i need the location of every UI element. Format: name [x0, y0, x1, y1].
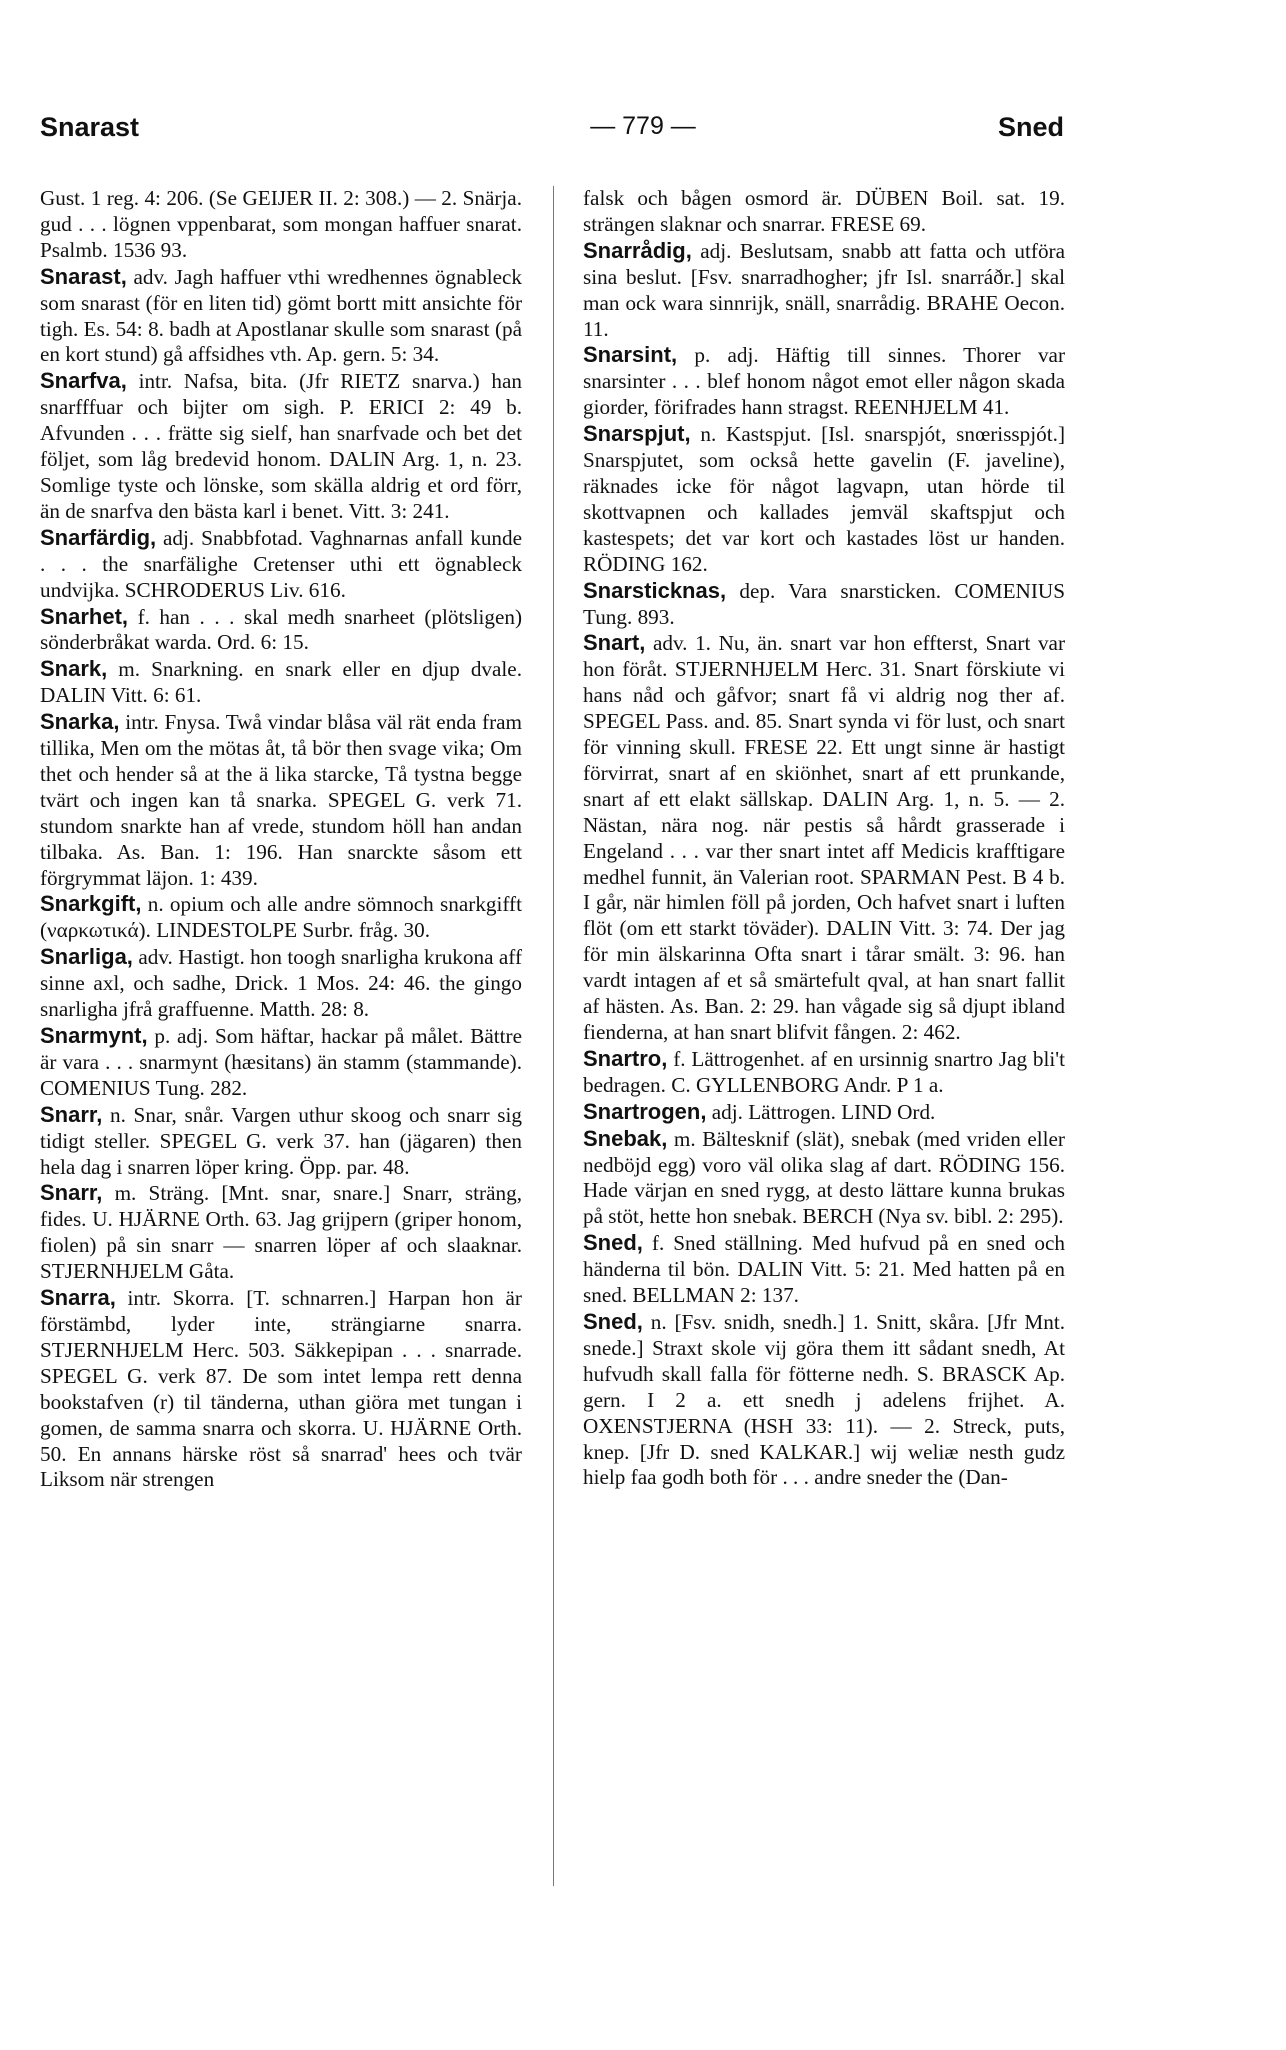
entry-text: m. Snarkning. en snark eller en djup dvale. DALIN Vitt. 6: 61. — [40, 657, 523, 708]
dictionary-entry — [583, 630, 1065, 1046]
dictionary-entry — [40, 1102, 522, 1181]
entry-text: adv. 1. Nu, än. snart var hon effterst, Snart var hon föråt. STJERNHJELM Herc. 31. Snart förskiute vi hans nåd och gåfvor; snart få vi aldrig nog ther af. SPEGEL Pass. and. 85. Snart synda vi för lust, och snart för vinning skull. FRESE 22. Ett ungt sinne är hastigt förvirrat, snart af en skiönhet, snart af ett prunkande, snart af ett elakt sällskap. DALIN Arg. 1, n. 5. — 2. Nästan, nära nog. när pestis så hårdt grasserade i Engeland . . . var ther snart intet aff Medicis krafftigare medhel funnit, än Valerian root. SPARMAN Pest. B 4 b. I går, när himlen föll på jorden, Och hafvet snart i luften flöt (om ett starkt töväder). DALIN Vitt. 3: 74. Der jag för min älskarinna Ofta snart i tårar smält. 3: 96. han vardt intagen af et så smärtefult qval, at han snart fallit af hästen. As. Ban. 2: 29. han vågade sig så djupt ibland fienderna, at han snart blifvit fången. 2: 462. — [583, 631, 1066, 1044]
entry-headword: Snart, — [583, 630, 646, 656]
entry-text: n. Snar, snår. Vargen uthur skoog och snarr sig tidigt steller. SPEGEL G. verk 37. han (jägaren) then hela dag i snarren löper kring. Öpp. par. 48. — [40, 1102, 522, 1179]
entry-headword: Snarka, — [40, 709, 120, 735]
dictionary-entry — [40, 525, 522, 604]
entry-text: falsk och bågen osmord är. DÜBEN Boil. sat. 19. strängen slaknar och snarrar. FRESE 69. — [583, 186, 1065, 236]
entry-headword: Snarrådig, — [583, 237, 692, 263]
entry-headword: Snarfärdig, — [40, 524, 157, 550]
dictionary-entry — [583, 238, 1065, 343]
entry-headword: Snarfva, — [40, 368, 127, 394]
entry-text: adj. Lättrogen. LIND Ord. — [711, 1099, 936, 1124]
dictionary-entry — [40, 1023, 522, 1102]
dictionary-entry — [40, 709, 522, 891]
entry-text: Gust. 1 reg. 4: 206. (Se GEIJER II. 2: 308.) — 2. Snärja. gud . . . lögnen vppenbarat, som mongan haffuer snarat. Psalmb. 1536 93. — [40, 186, 522, 262]
entry-text: m. Sträng. [Mnt. snar, snare.] Snarr, sträng, fides. U. HJÄRNE Orth. 63. Jag grijpern (griper honom, fiolen) på sin snarr — snarren löper af och slaaknar. STJERNHJELM Gåta. — [40, 1181, 522, 1284]
dictionary-entry — [583, 421, 1065, 577]
entry-headword: Snarliga, — [40, 944, 133, 970]
entry-text: intr. Skorra. [T. schnarren.] Harpan hon är förstämbd, lyder inte, strängiarne snarra. STJERNHJELM Herc. 503. Säkkepipan . . . snarrade. SPEGEL G. verk 87. De som intet lempa rett denna bookstafven (r) til tänderna, uthan giöra met tungan i gomen, de samma snarra och skorra. U. HJÄRNE Orth. 50. En annans härske röst så snarrad' hees och tvär Liksom när strengen — [40, 1286, 522, 1492]
right-column — [583, 186, 1065, 1491]
running-head-right: Sned — [997, 112, 1064, 142]
entry-text: m. Bältesknif (slät), snebak (med vriden eller nedböjd egg) voro väl olika slag af dart. RÖDING 156. Hade värjan en sned rygg, at desto lättare kunna brukas på stöt, hette hon snebak. BERCH (Nya sv. bibl. 2: 295). — [583, 1126, 1065, 1229]
entry-text: f. Lättrogenhet. af en ursinnig snartro Jag bli't bedragen. C. GYLLENBORG Andr. P 1 a. — [583, 1046, 1066, 1097]
entry-text: f. han . . . skal medh snarheet (plötsligen) sönderbråkat warda. Ord. 6: 15. — [40, 604, 523, 655]
entry-text: intr. Fnysa. Twå vindar blåsa väl rät enda fram tillika, Men om the mötas åt, tå bör then svage vika; Om thet och hender så at the ä lika starcke, Tå tystna begge tvärt och ingen kan tå snarka. SPEGEL G. verk 71. stundom snarkte han af vrede, stundom höll han andan tilbaka. As. Ban. 1: 196. Han snarckte såsom ett förgrymmat läjon. 1: 439. — [40, 710, 523, 890]
entry-text: dep. Vara snarsticken. COMENIUS Tung. 893. — [583, 578, 1066, 629]
dictionary-entry — [583, 1230, 1065, 1309]
entry-headword: Snarr, — [40, 1101, 103, 1127]
entry-headword: Snartro, — [583, 1045, 668, 1071]
dictionary-entry — [583, 1126, 1065, 1231]
dictionary-entry — [583, 1099, 1065, 1126]
running-head-left: Snarast — [40, 112, 140, 142]
entry-headword: Sned, — [583, 1230, 643, 1256]
entry-text: n. opium och alle andre sömnoch snarkgifft (ναρκωτικά). LINDESTOLPE Surbr. fråg. 30. — [40, 892, 523, 943]
entry-text: f. Sned ställning. Med hufvud på en sned och händerna til bön. DALIN Vitt. 5: 21. Med hatten på en sned. BELLMAN 2: 137. — [583, 1231, 1065, 1308]
column-divider — [553, 186, 554, 1886]
entry-text: adj. Snabbfotad. Vaghnarnas anfall kunde . . . the snarfälighe Cretenser uthi ett ögnableck undvijka. SCHRODERUS Liv. 616. — [40, 525, 523, 602]
entry-text: adv. Hastigt. hon toogh snarligha krukona aff sinne axl, och sadhe, Drick. 1 Mos. 24: 46. the gingo snarligha jfrå graffuenne. Matth. 28: 8. — [40, 945, 523, 1022]
dictionary-entry — [583, 1046, 1065, 1099]
entry-headword: Snarr, — [40, 1180, 103, 1206]
entry-headword: Snartrogen, — [583, 1098, 707, 1124]
page-number: — 779 — — [590, 112, 696, 140]
entry-text: n. [Fsv. snidh, snedh.] 1. Snitt, skåra. [Jfr Mnt. snede.] Straxt skole vij göra them itt sådant snedh, At hufvudh skall falla för fötterne nedh. S. BRASCK Ap. gern. I 2 a. ett snedh j adelens frijhet. A. OXENSTJERNA (HSH 33: 11). — 2. Streck, puts, knep. [Jfr D. sned KALKAR.] wij weliæ nesth gudz hielp faa godh both för . . . andre sneder the (Dan- — [583, 1309, 1065, 1490]
dictionary-entry — [40, 1180, 522, 1285]
entry-headword: Snarspjut, — [583, 421, 691, 447]
dictionary-entry — [40, 604, 522, 657]
dictionary-entry — [583, 186, 1065, 238]
entry-text: p. adj. Häftig till sinnes. Thorer var snarsinter . . . blef honom något emot eller någon skada giorder, förifrades hann stragst. REENHJELM 41. — [583, 343, 1065, 420]
dictionary-entry — [583, 578, 1065, 631]
dictionary-entry — [40, 891, 522, 944]
entry-text: adv. Jagh haffuer vthi wredhennes ögnableck som snarast (för en liten tid) gömt bortt mitt ansichte för tigh. Es. 54: 8. badh at Apostlanar skulle som snarast (på en kort stund) gå affsidhes vth. Ap. gern. 5: 34. — [40, 264, 522, 367]
dictionary-entry — [40, 264, 522, 369]
entry-headword: Sned, — [583, 1308, 643, 1334]
dictionary-entry — [40, 944, 522, 1023]
dictionary-entry — [40, 368, 522, 524]
entry-headword: Snarkgift, — [40, 891, 142, 917]
entry-text: adj. Beslutsam, snabb att fatta och utföra sina beslut. [Fsv. snarradhogher; jfr Isl. snarráðr.] skal man ock wara sinnrijk, snäll, snarrådig. BRAHE Oecon. 11. — [583, 238, 1066, 341]
entry-headword: Snarast, — [40, 263, 127, 289]
entry-text: p. adj. Som häftar, hackar på målet. Bättre är vara . . . snarmynt (hæsitans) än stamm (stammande). COMENIUS Tung. 282. — [40, 1024, 523, 1100]
entry-headword: Snebak, — [583, 1125, 668, 1151]
entry-headword: Snarmynt, — [40, 1023, 148, 1048]
entry-headword: Snarsint, — [583, 342, 678, 368]
dictionary-entry — [583, 1309, 1065, 1491]
dictionary-entry — [40, 656, 522, 709]
left-column — [40, 186, 522, 1493]
entry-text: n. Kastspjut. [Isl. snarspjót, snœrisspjót.] Snarspjutet, som också hette gavelin (F. javeline), räknades icke för något lagvapn, utan hörde til skottvapnen och kallades jemväl skaftspjut och kastespets; det var kort och kastades löst ur handen. RÖDING 162. — [583, 422, 1065, 576]
entry-headword: Snarsticknas, — [583, 577, 727, 603]
dictionary-entry — [40, 186, 522, 264]
dictionary-entry — [40, 1285, 522, 1493]
dictionary-entry — [583, 342, 1065, 421]
entry-headword: Snarra, — [40, 1285, 116, 1311]
entry-text: intr. Nafsa, bita. (Jfr RIETZ snarva.) han snarfffuar och bijter om sigh. P. ERICI 2: 49 b. Afvunden . . . frätte sig sielf, han snarfvade och bet det följet, som låg bredevid honom. DALIN Arg. 1, n. 23. Somlige tyste och lönske, som skälla aldrig et ord förr, än de snarfva den bästa karl i benet. Vitt. 3: 241. — [40, 369, 523, 523]
entry-headword: Snarhet, — [40, 603, 129, 629]
entry-headword: Snark, — [40, 656, 108, 682]
